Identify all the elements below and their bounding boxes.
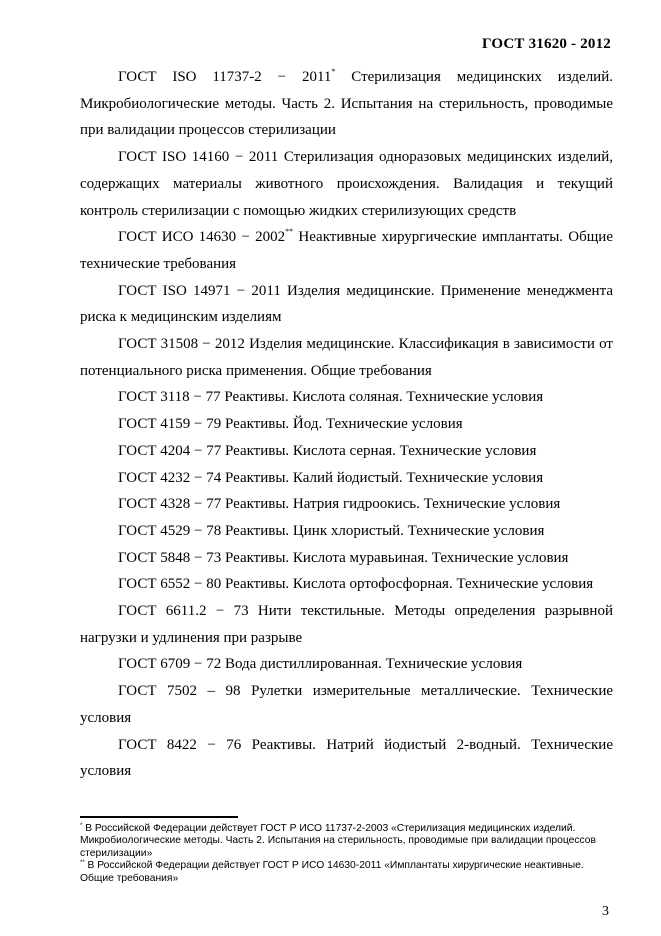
reference-code: ГОСТ 7502 – 98: [118, 683, 241, 700]
reference-code: ГОСТ 6709 − 72: [118, 656, 222, 673]
reference-title: Стерилизация медицинских изделий. Микробиологические методы. Часть 2. Испытания на стерильность, проводимые при валидации процессов стерилизации: [80, 69, 613, 139]
reference-entry: [80, 732, 613, 785]
page-number: 3: [602, 904, 609, 919]
reference-title: Реактивы. Кислота ортофосфорная. Технические условия: [221, 576, 594, 593]
reference-entry: [80, 64, 613, 144]
reference-entry: [80, 411, 613, 438]
reference-entry: [80, 144, 613, 224]
reference-code: ГОСТ 4204 − 77: [118, 442, 222, 459]
footnote-marker: *: [80, 823, 83, 829]
reference-code: ГОСТ 4328 − 77: [118, 496, 222, 513]
reference-title: Реактивы. Кислота соляная. Технические условия: [220, 389, 544, 406]
reference-title: Реактивы. Йод. Технические условия: [221, 416, 463, 433]
reference-code: ГОСТ 8422 − 76: [118, 736, 242, 753]
reference-entry: [80, 545, 613, 572]
footnote: [80, 823, 613, 860]
footnotes: [80, 823, 613, 885]
footnote-marker: *: [331, 67, 336, 76]
reference-entry: [80, 491, 613, 518]
reference-code: ГОСТ ИСО 14630 − 2002: [118, 229, 286, 246]
references-list: [80, 64, 613, 785]
reference-entry: [80, 678, 613, 731]
reference-title: Нити текстильные. Методы определения разрывной нагрузки и удлинения при разрыве: [80, 603, 613, 646]
footnote-divider: [80, 816, 238, 818]
reference-title: Стерилизация одноразовых медицинских изделий, содержащих материалы животного происхождения. Валидация и текущий контроль стерилизации с помощью жидких стерилизующих средств: [80, 149, 613, 219]
reference-title: Изделия медицинские. Применение менеджмента риска к медицинским изделиям: [80, 282, 613, 326]
reference-code: ГОСТ ISO 14971 − 2011: [118, 282, 281, 299]
footnote-marker: **: [285, 227, 294, 237]
reference-entry: [80, 571, 613, 598]
reference-code: ГОСТ 3118 − 77: [118, 389, 221, 406]
document-header: ГОСТ 31620 - 2012: [481, 36, 611, 52]
reference-entry: [80, 438, 613, 465]
reference-code: ГОСТ 4232 − 74: [118, 469, 222, 486]
reference-title: Реактивы. Кислота муравьиная. Технические условия: [221, 549, 569, 566]
reference-title: Неактивные хирургические имплантаты. Общие технические требования: [80, 229, 613, 272]
reference-code: ГОСТ 31508 − 2012: [118, 336, 245, 353]
reference-entry: [80, 278, 613, 331]
reference-code: ГОСТ 5848 − 73: [118, 549, 222, 566]
reference-code: ГОСТ ISO 11737-2 − 2011: [118, 69, 332, 85]
footnote-marker: **: [80, 860, 85, 867]
footnote: [80, 860, 613, 885]
footnote-text: В Российской Федерации действует ГОСТ Р ИСО 14630-2011 «Имплантаты хирургические неактивные. Общие требования»: [80, 860, 584, 884]
reference-code: ГОСТ ISO 14160 − 2011: [118, 149, 279, 166]
reference-code: ГОСТ 4159 − 79: [118, 416, 222, 433]
reference-entry: [80, 224, 613, 277]
reference-entry: [80, 598, 613, 651]
reference-title: Реактивы. Натрия гидроокись. Технические условия: [221, 496, 561, 513]
footnote-text: В Российской Федерации действует ГОСТ Р ИСО 11737-2-2003 «Стерилизация медицинских изделий. Микробиологические методы. Часть 2. Испытания на стерильность, проводимые при валидации процессов стерилизации»: [80, 823, 597, 859]
reference-code: ГОСТ 4529 − 78: [118, 522, 222, 539]
reference-title: Реактивы. Кислота серная. Технические условия: [221, 442, 537, 459]
reference-title: Реактивы. Цинк хлористый. Технические условия: [221, 522, 545, 539]
reference-title: Реактивы. Калий йодистый. Технические условия: [221, 469, 544, 486]
reference-entry: [80, 384, 613, 411]
reference-entry: [80, 518, 613, 545]
reference-code: ГОСТ 6611.2 − 73: [118, 603, 249, 620]
reference-title: Вода дистиллированная. Технические условия: [221, 656, 523, 673]
reference-entry: [80, 651, 613, 678]
reference-title: Изделия медицинские. Классификация в зависимости от потенциального риска применения. Общие требования: [80, 336, 613, 379]
reference-title: Реактивы. Натрий йодистый 2-водный. Технические условия: [80, 736, 613, 780]
reference-entry: [80, 465, 613, 492]
reference-code: ГОСТ 6552 − 80: [118, 576, 222, 593]
reference-entry: [80, 331, 613, 384]
reference-title: Рулетки измерительные металлические. Технические условия: [80, 683, 614, 726]
